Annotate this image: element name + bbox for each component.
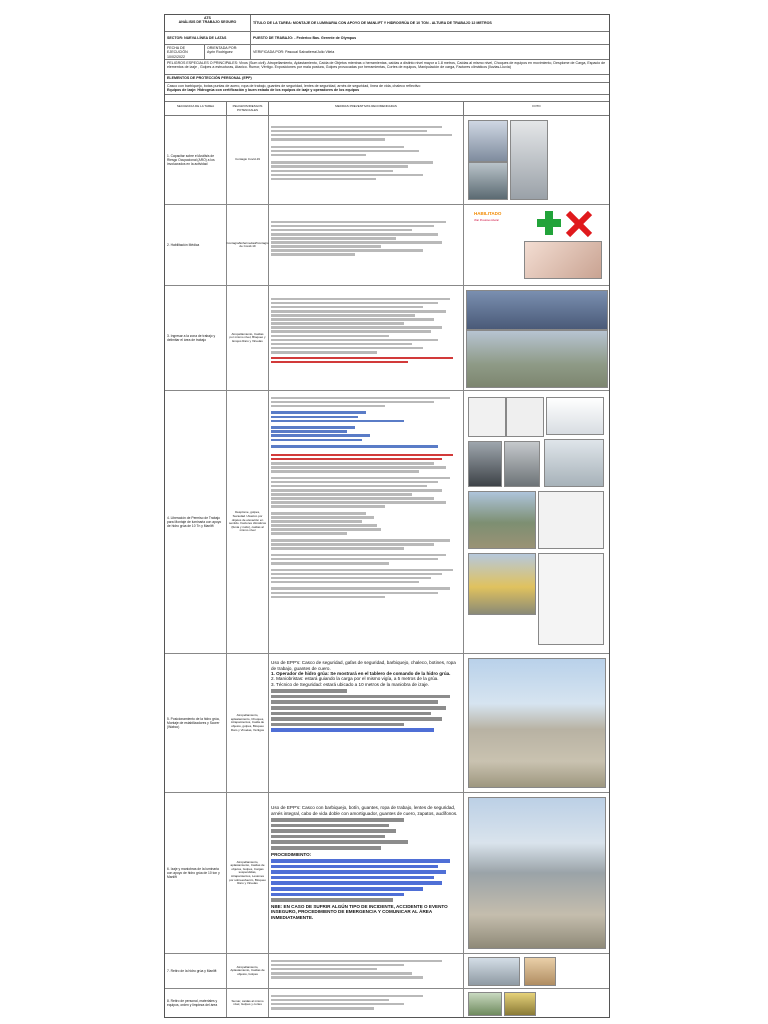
ppe-cell	[165, 83, 609, 94]
epp-text: Uso de EPP's: Casco con barbiquejo, botín, guantes, ropa de trabajo, lentes de seguridad, arnés integral, cabo de vida doble con amortiguador, guantes de cuero, zapatos, audífonos.	[271, 805, 458, 816]
rigger-text: 2. Maniobristas: estará guiando la carga por el mismo vigía, a 5 metros de la grúa.	[271, 676, 439, 682]
table-row	[165, 205, 609, 286]
col-control: MEDIDAS PREVENTIVAS RECOMENDADAS	[269, 102, 464, 115]
table-row	[165, 286, 609, 391]
photo-cell	[464, 793, 609, 953]
reviewed-label: ORIENTADA POR:	[207, 46, 238, 50]
photo-cell	[464, 989, 609, 1017]
table-row	[165, 793, 609, 954]
control-cell	[269, 793, 464, 953]
cleanup-photo-2	[504, 992, 536, 1016]
ppe-label: ELEMENTOS DE PROTECCIÓN PERSONAL (EPP)	[167, 76, 252, 80]
retire-manlift-photo	[524, 957, 556, 986]
step-cell: 2. Habilitación Médica	[165, 205, 227, 285]
ppe-label-row	[165, 75, 609, 83]
procedure-lines	[271, 689, 461, 732]
col-risk: PELIGROS/RIESGOS POTENCIALES	[227, 102, 269, 115]
inspection-checklist	[538, 491, 604, 549]
site-map-image	[466, 290, 608, 330]
control-cell	[269, 654, 464, 792]
photo-cell	[464, 205, 609, 285]
table-row	[165, 654, 609, 793]
approval-icons	[536, 209, 596, 239]
fit-status-label: HABILITADO	[474, 211, 502, 217]
col-photo: FOTO	[532, 104, 541, 108]
risk-cell: Contagio Covid-19	[227, 116, 269, 204]
reviewed-cell	[205, 45, 251, 59]
risk-cell: Sumar, caídas al mismo nivel, Golpes y cortes	[227, 989, 269, 1017]
photo-cell	[464, 116, 609, 204]
title-row	[165, 15, 609, 32]
road-cones-photo	[468, 658, 606, 788]
safety-tech-text: 3. Técnico de Seguridad: estará ubicado a 10 metros de la maniobra de izaje.	[271, 681, 429, 687]
team-photo	[468, 491, 536, 549]
procedure-lines-1	[271, 818, 461, 850]
ppe-line-2: Equipos de Izaje: Hidrogrúa con certificación y buen estado de los equipos de izaje y operadores de los equipos	[167, 88, 360, 93]
procedure-title: PROCEDIMIENTO:	[271, 851, 312, 857]
document-photo	[510, 120, 548, 200]
emergency-note: NBE: EN CASO DE SUFRIR ALGÚN TIPO DE INCIDENTE, ACCIDENTE O EVENTO INSEGURO, PROCEDIMIENTO DE EMERGENCIA Y COMUNICAR AL ÁREA INMEDIATAMENTE.	[271, 903, 448, 920]
date-cell	[165, 45, 205, 59]
control-cell	[269, 286, 464, 390]
step-cell: 7. Retiro de la hidro grúa y Manlift	[165, 954, 227, 988]
sector: SECTOR: NUEVA LÍNEA DE LATAS	[165, 32, 251, 44]
meeting-photo-1	[468, 120, 508, 162]
crane-lift-photo	[468, 797, 606, 949]
ppe-line-1: Casco con barbiquejo, botas puntas de acero, ropa de trabajo, guantes de seguridad, lentes de seguridad, arnés de seguridad, línea de vida, chaleco reflectivo	[167, 84, 421, 88]
manlift-diagram	[544, 439, 604, 487]
photo-cell	[464, 391, 609, 653]
doc-id-cell	[165, 15, 251, 31]
table-row	[165, 989, 609, 1017]
doc-code: ATS	[204, 16, 211, 20]
medical-check-photo	[524, 241, 602, 279]
task-title: TÍTULO DE LA TAREA: MONTAJE DE LUMINARIA CON APOYO DE MANLIFT Y HIDROGRÚA DE 10 TON - ALTURA DE TRABAJO 12 METROS	[253, 20, 492, 25]
sector-row	[165, 32, 609, 45]
hazards-row	[165, 60, 609, 75]
table-row	[165, 954, 609, 989]
cleanup-photo-1	[468, 992, 502, 1016]
doc-title: ANÁLISIS DE TRABAJO SEGURO	[178, 20, 237, 25]
photo-cell	[464, 286, 609, 390]
risk-cell: Contagio/Enfermedad/Contagio de Covid-19	[227, 205, 269, 285]
step-cell: 3. Ingresar a la zona de trabajo y delimitar el área de trabajo	[165, 286, 227, 390]
column-headers	[165, 102, 609, 116]
permit-document-2	[506, 397, 544, 437]
fit-status-sub: Vital. Presiones Arterial	[474, 219, 499, 223]
control-cell	[269, 391, 464, 653]
control-cell	[269, 205, 464, 285]
date-row	[165, 45, 609, 60]
table-row	[165, 391, 609, 654]
ats-sheet	[164, 14, 610, 1018]
control-cell	[269, 989, 464, 1017]
operator-text: 1. Operador de hidro grúa: Se mostrará en el tablero de comando de la hidro grúa.	[271, 671, 451, 676]
meeting-photo-2	[468, 162, 508, 200]
risk-cell: Desplome, golpes, Suciedad / Ataxico por objetos de elevación en sentido. Factores climáticos (lluvia y ruido), caídas al mismo nivel	[227, 391, 269, 653]
equipment-diagram	[546, 397, 604, 435]
reviewed-value: Ayrin Rodríguez	[207, 50, 233, 55]
photo-cell	[464, 954, 609, 988]
crane-truck-photo	[468, 553, 536, 615]
table-row	[165, 116, 609, 205]
inspection-form	[538, 553, 604, 645]
control-cell	[269, 116, 464, 204]
tool-photo	[504, 441, 540, 487]
permit-document-1	[468, 397, 506, 437]
green-cross-icon	[537, 211, 561, 235]
step-cell: 4. Liberación de Permiso de Trabajo para Montaje de luminaria con apoyo de hidro grúa de 10 Tn y Manlift	[165, 391, 227, 653]
site-area-photo	[466, 330, 608, 388]
date-label: FECHA DE EJECUCIÓN	[167, 46, 188, 55]
step-cell: 6. Izaje y maniobras de la luminaria con apoyo de hidro grúa de 10 ton y Manlift	[165, 793, 227, 953]
red-x-icon	[568, 213, 590, 235]
step-cell: 8. Retiro de personal, materiales y equipos, orden y limpieza del área	[165, 989, 227, 1017]
gas-meter-photo	[468, 441, 502, 487]
retire-crane-photo	[468, 957, 520, 986]
risk-cell: Atropellamiento, Aplastamiento, Caídas de objetos, Golpes	[227, 954, 269, 988]
verified-by: VERIFICADA POR: Pascual Salvatierra/Julio Vilela	[253, 49, 335, 54]
procedure-lines-2	[271, 859, 461, 902]
spacer-row	[165, 95, 609, 102]
ppe-row	[165, 83, 609, 95]
photo-cell	[464, 654, 609, 792]
risk-cell: Atropellamiento, aplastamiento, Caídas de objetos, Golpes, Cargas suspendidas, Atrapamientos, Lesiones por sobreesfuerzo, Bloqueo Raro y Viruelas	[227, 793, 269, 953]
epp-text: Uso de EPP's: Casco de seguridad, gafas de seguridad, barbiquejo, chaleco, botines, ropa de trabajo, guantes de cuero.	[271, 660, 456, 671]
workplace: PUESTO DE TRABAJO: - Federico Bas. Gerente de Olympus	[253, 35, 357, 40]
control-cell	[269, 954, 464, 988]
date-value: 10/02/2022	[167, 54, 185, 59]
risk-cell: Atropellamiento, aplastamiento, Choques, Atrapamientos, Caída de objetos, golpes, Bloqueo Raro y Viruelas, Vértigos	[227, 654, 269, 792]
hazards: PELIGROS ESPECIALES O PRINCIPALES: Vivos (Sum civil). Atropellamiento, Aplastamiento, Caída de Objetos mientras o herramientas, caídas a distinto nivel mayor a 1.8 metros, Caídas al mismo nivel, Choques de equipos en movimiento, Desplome de Carga, Espacio de elementos de izaje , Golpes a estructuras, Ataxico. Rumor, Vértigo. Exposiciones por mala postura, Golpes provocadas por herramientas, Cortes de equipos, Manipulación de carga, Factores climáticos (lluvias-Lluvia)	[167, 61, 606, 70]
step-cell: 5. Posicionamiento de la hidro grúa, Montaje de estabilizadores y Scorer (Wabco)	[165, 654, 227, 792]
risk-cell: Atropellamiento, Caídas por mismo nivel, Bloqueo y Enojos Raro y Viruelas	[227, 286, 269, 390]
step-cell: 1. Capacitar sobre el Análisis de Riesgo Ocupacional (ARO) a los involucrados en la actividad	[165, 116, 227, 204]
col-step: SECUENCIA DE LA TAREA	[165, 102, 227, 115]
